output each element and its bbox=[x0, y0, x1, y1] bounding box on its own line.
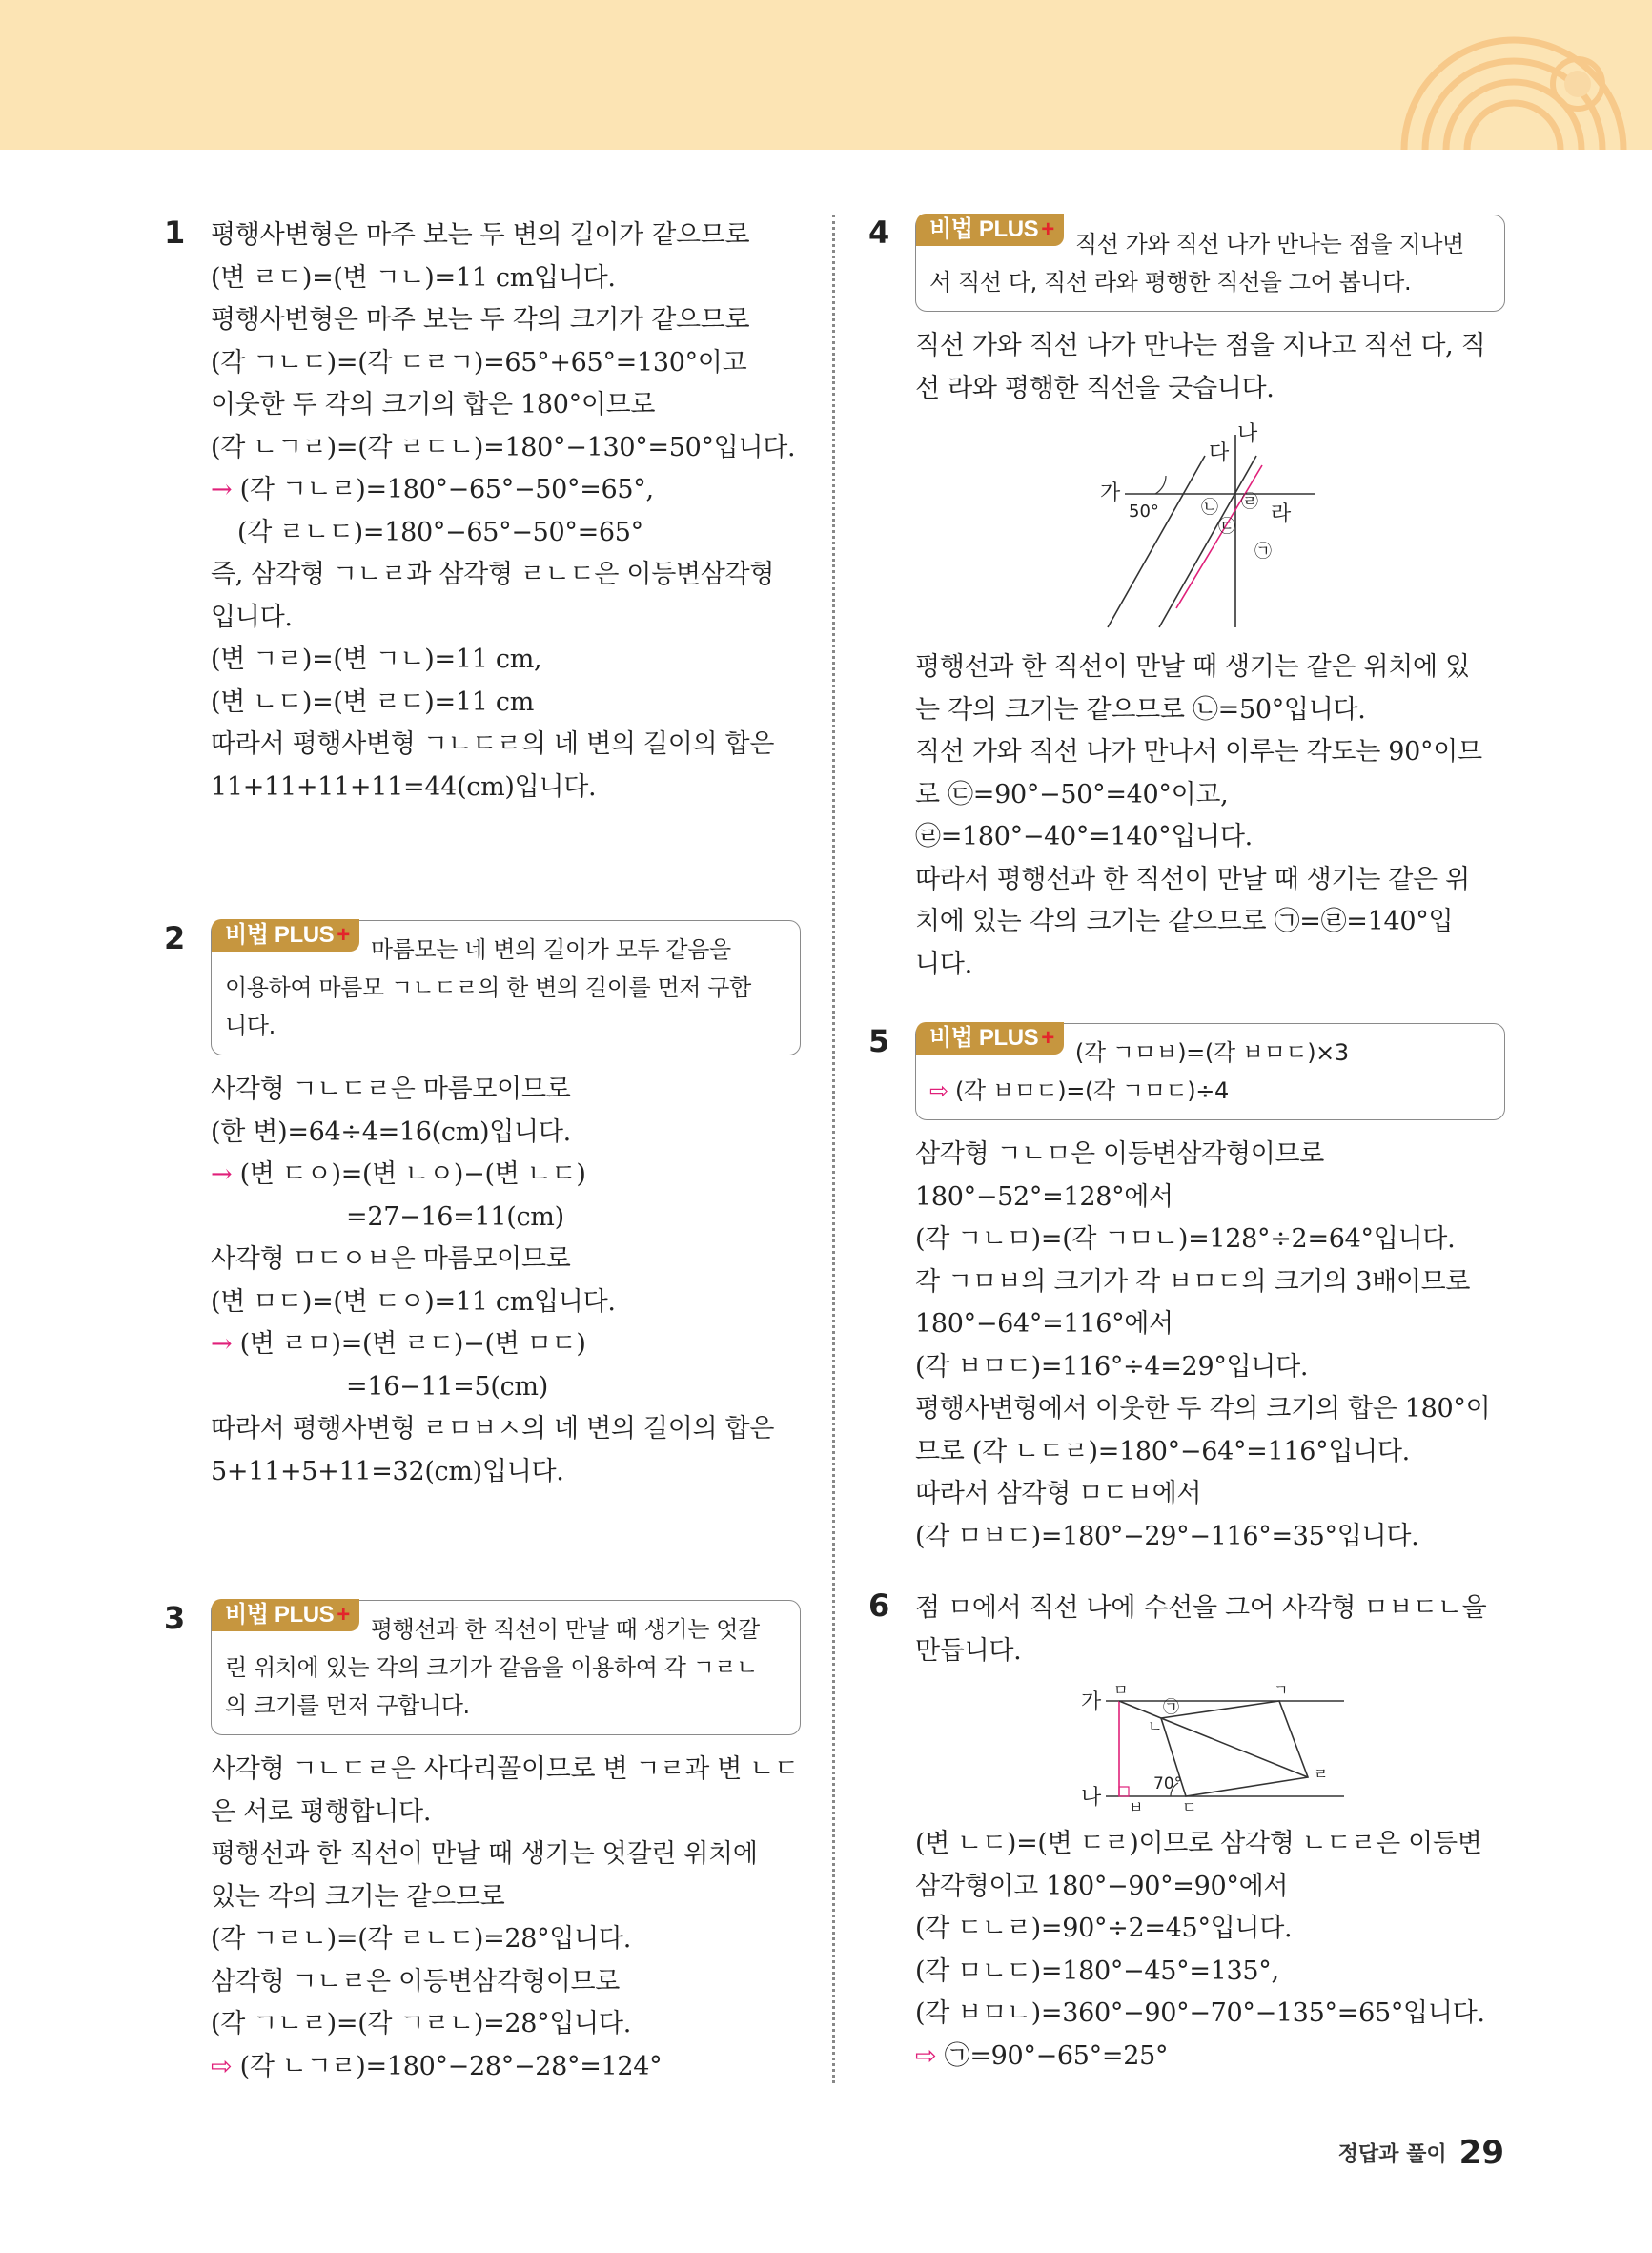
line-label-na: 나 bbox=[1236, 422, 1257, 446]
angle-label: 70° bbox=[1152, 1774, 1182, 1793]
text-line: 사각형 ㄱㄴㄷㄹ은 마름모이므로 bbox=[211, 1075, 571, 1104]
text-line: (변 ㄴㄷ)=(변 ㄷㄹ)이므로 삼각형 ㄴㄷㄹ은 이등변 bbox=[915, 1829, 1482, 1858]
page-number: 29 bbox=[1458, 2134, 1504, 2172]
text-line: ⇨ ㉠=90°−65°=25° bbox=[915, 2040, 1169, 2071]
text-line: (각 ㅂㅁㄴ)=360°−90°−70°−135°=65°입니다. bbox=[915, 1998, 1485, 2028]
text-line: 따라서 평행사변형 ㄱㄴㄷㄹ의 네 변의 길이의 합은 bbox=[211, 729, 775, 759]
text-line: =16−11=5(cm) bbox=[346, 1371, 548, 1402]
text-line: 는 각의 크기는 같으므로 ㉡=50°입니다. bbox=[915, 694, 1366, 725]
text-line: (각 ㄷㄴㄹ)=90°÷2=45°입니다. bbox=[915, 1914, 1293, 1943]
text-line: → (변 ㄷㅇ)=(변 ㄴㅇ)−(변 ㄴㄷ) bbox=[211, 1159, 586, 1189]
text-line: ㉣=180°−40°=140°입니다. bbox=[915, 822, 1253, 851]
angle-mark-3: ㉢ bbox=[1217, 517, 1235, 537]
text-line: (각 ㅁㅂㄷ)=180°−29°−116°=35°입니다. bbox=[915, 1521, 1419, 1551]
text-line: 선 라와 평행한 직선을 긋습니다. bbox=[915, 373, 1275, 403]
text-line: 5+11+5+11=32(cm)입니다. bbox=[211, 1456, 564, 1486]
point-label-b: ㅂ bbox=[1128, 1798, 1143, 1813]
text-line: 직선 가와 직선 나가 만나서 이루는 각도는 90°이므 bbox=[915, 737, 1482, 767]
text-line: (각 ㅂㅁㄷ)=116°÷4=29°입니다. bbox=[915, 1351, 1309, 1382]
problem-5-body bbox=[915, 1023, 1505, 1558]
text-line: 직선 가와 직선 나가 만나는 점을 지나고 직선 다, 직 bbox=[915, 331, 1486, 360]
angle-label: 50° bbox=[1128, 502, 1159, 522]
problem-4-body bbox=[915, 215, 1505, 986]
text-line: 점 ㅁ에서 직선 나에 수선을 그어 사각형 ㅁㅂㄷㄴ을 bbox=[915, 1593, 1487, 1623]
text-line: 로 ㉢=90°−50°=40°이고, bbox=[915, 779, 1229, 809]
problem-number: 4 bbox=[868, 215, 890, 251]
text-line: (변 ㄴㄷ)=(변 ㄹㄷ)=11 cm bbox=[211, 686, 535, 717]
parallelogram-figure bbox=[1068, 1680, 1354, 1813]
tip-badge: 비법 PLUS + bbox=[212, 919, 359, 952]
point-label-g: ㄱ bbox=[1273, 1681, 1288, 1699]
arrow-icon: → bbox=[211, 1159, 233, 1189]
text-line: 즉, 삼각형 ㄱㄴㄹ과 삼각형 ㄹㄴㄷ은 이등변삼각형 bbox=[211, 560, 775, 589]
footer-label: 정답과 풀이 bbox=[1337, 2142, 1447, 2167]
line-label-da: 다 bbox=[1208, 441, 1229, 465]
text-line: 사각형 ㄱㄴㄷㄹ은 사다리꼴이므로 변 ㄱㄹ과 변 ㄴㄷ bbox=[211, 1754, 799, 1784]
text-line: 치에 있는 각의 크기는 같으므로 ㉠=㉣=140°입 bbox=[915, 907, 1454, 936]
tip-badge: 비법 PLUS + bbox=[212, 1599, 359, 1631]
angle-mark: ㉠ bbox=[1162, 1698, 1179, 1717]
text-line: (한 변)=64÷4=16(cm)입니다. bbox=[211, 1116, 571, 1147]
tip-box: 비법 PLUS +마름모는 네 변의 길이가 모두 같음을 이용하여 마름모 ㄱㄴㄷㄹ의 한 변의 길이를 먼저 구합 니다. bbox=[211, 920, 801, 1055]
text-line: 사각형 ㅁㄷㅇㅂ은 마름모이므로 bbox=[211, 1244, 571, 1274]
text-line: (변 ㄹㄷ)=(변 ㄱㄴ)=11 cm입니다. bbox=[211, 262, 616, 293]
hollow-arrow-icon: ⇨ bbox=[929, 1077, 948, 1104]
hollow-arrow-icon: ⇨ bbox=[211, 2051, 233, 2081]
text-line: 있는 각의 크기는 같으므로 bbox=[211, 1881, 505, 1912]
text-line: 이웃한 두 각의 크기의 합은 180°이므로 bbox=[211, 390, 656, 420]
text-line: 따라서 평행사변형 ㄹㅁㅂㅅ의 네 변의 길이의 합은 bbox=[211, 1414, 775, 1444]
text-line: 180°−52°=128°에서 bbox=[915, 1181, 1173, 1212]
line-label-ra: 라 bbox=[1270, 502, 1291, 526]
tip-box: 비법 PLUS +직선 가와 직선 나가 만나는 점을 지나면 서 직선 다, 직선 라와 평행한 직선을 그어 봅니다. bbox=[915, 215, 1505, 312]
arrow-icon: → bbox=[211, 475, 233, 504]
text-line: (각 ㄱㄴㄷ)=(각 ㄷㄹㄱ)=65°+65°=130°이고 bbox=[211, 347, 747, 378]
problem-3-body bbox=[211, 1600, 801, 2088]
line-label-na: 나 bbox=[1080, 1786, 1101, 1810]
text-line: 평행사변형에서 이웃한 두 각의 크기의 합은 180°이 bbox=[915, 1394, 1491, 1423]
text-line: 평행선과 한 직선이 만날 때 생기는 같은 위치에 있 bbox=[915, 652, 1470, 682]
point-label-m: ㅁ bbox=[1112, 1681, 1128, 1699]
text-line: 입니다. bbox=[211, 602, 293, 632]
line-label-ga: 가 bbox=[1080, 1690, 1101, 1714]
tip-badge: 비법 PLUS + bbox=[916, 1022, 1064, 1055]
tip-badge: 비법 PLUS + bbox=[916, 214, 1064, 246]
text-line: 평행사변형은 마주 보는 두 변의 길이가 같으므로 bbox=[211, 220, 750, 250]
text-line: 평행사변형은 마주 보는 두 각의 크기가 같으므로 bbox=[211, 305, 750, 335]
header-swirl-decoration bbox=[1366, 0, 1652, 150]
problem-number: 2 bbox=[164, 920, 186, 956]
text-line: (각 ㄱㄹㄴ)=(각 ㄹㄴㄷ)=28°입니다. bbox=[211, 1924, 631, 1954]
text-line: ⇨ (각 ㄴㄱㄹ)=180°−28°−28°=124° bbox=[211, 2051, 663, 2081]
text-line: 삼각형이고 180°−90°=90°에서 bbox=[915, 1871, 1289, 1901]
text-line: 180°−64°=116°에서 bbox=[915, 1309, 1173, 1339]
text-line: (각 ㄱㄴㅁ)=(각 ㄱㅁㄴ)=128°÷2=64°입니다. bbox=[915, 1224, 1456, 1254]
text-line: 삼각형 ㄱㄴㅁ은 이등변삼각형이므로 bbox=[915, 1139, 1325, 1169]
point-label-d: ㄷ bbox=[1181, 1798, 1196, 1813]
problem-number: 1 bbox=[164, 215, 186, 251]
text-line: 므로 (각 ㄴㄷㄹ)=180°−64°=116°입니다. bbox=[915, 1436, 1410, 1466]
text-line: =27−16=11(cm) bbox=[346, 1201, 564, 1232]
arrow-icon: → bbox=[211, 1329, 233, 1359]
text-line: 따라서 평행선과 한 직선이 만날 때 생기는 같은 위 bbox=[915, 864, 1470, 894]
column-divider bbox=[832, 215, 835, 2083]
problem-number: 6 bbox=[868, 1587, 890, 1624]
text-line: 11+11+11+11=44(cm)입니다. bbox=[211, 771, 597, 802]
lines-figure bbox=[1087, 418, 1335, 637]
hollow-arrow-icon: ⇨ bbox=[915, 2040, 937, 2071]
page-footer bbox=[1338, 2134, 1504, 2172]
line-label-ga: 가 bbox=[1099, 481, 1120, 505]
text-line: 평행선과 한 직선이 만날 때 생기는 엇갈린 위치에 bbox=[211, 1839, 758, 1869]
point-label-r: ㄹ bbox=[1313, 1765, 1328, 1783]
text-line: (변 ㅁㄷ)=(변 ㄷㅇ)=11 cm입니다. bbox=[211, 1286, 616, 1317]
problem-1-body bbox=[211, 215, 801, 809]
text-line: 각 ㄱㅁㅂ의 크기가 각 ㅂㅁㄷ의 크기의 3배이므로 bbox=[915, 1266, 1471, 1297]
text-line: 따라서 삼각형 ㅁㄷㅂ에서 bbox=[915, 1479, 1202, 1508]
text-line: 은 서로 평행합니다. bbox=[211, 1796, 432, 1827]
problem-2-body bbox=[211, 920, 801, 1493]
angle-mark-2: ㉡ bbox=[1200, 498, 1218, 518]
text-line: → (변 ㄹㅁ)=(변 ㄹㄷ)−(변 ㅁㄷ) bbox=[211, 1329, 586, 1359]
text-line: 니다. bbox=[915, 949, 972, 979]
text-line: 삼각형 ㄱㄴㄹ은 이등변삼각형이므로 bbox=[211, 1966, 621, 1997]
point-label-n: ㄴ bbox=[1147, 1717, 1162, 1735]
text-line: (각 ㄴㄱㄹ)=(각 ㄹㄷㄴ)=180°−130°=50°입니다. bbox=[211, 432, 796, 462]
text-line: 만듭니다. bbox=[915, 1635, 1022, 1666]
problem-number: 3 bbox=[164, 1600, 186, 1636]
text-line: (각 ㅁㄴㄷ)=180°−45°=135°, bbox=[915, 1956, 1279, 1986]
problem-6-body bbox=[915, 1587, 1505, 2078]
angle-mark-4: ㉣ bbox=[1240, 492, 1258, 512]
tip-box: 비법 PLUS +평행선과 한 직선이 만날 때 생기는 엇갈 린 위치에 있는 각의 크기가 같음을 이용하여 각 ㄱㄹㄴ 의 크기를 먼저 구합니다. bbox=[211, 1600, 801, 1735]
tip-box: 비법 PLUS +(각 ㄱㅁㅂ)=(각 ㅂㅁㄷ)×3 ⇨ (각 ㅂㅁㄷ)=(각 ㄱㅁㄷ)÷4 bbox=[915, 1023, 1505, 1120]
text-line: (각 ㄱㄴㄹ)=(각 ㄱㄹㄴ)=28°입니다. bbox=[211, 2009, 631, 2038]
text-line: (변 ㄱㄹ)=(변 ㄱㄴ)=11 cm, bbox=[211, 645, 542, 674]
text-line: → (각 ㄱㄴㄹ)=180°−65°−50°=65°, bbox=[211, 475, 654, 504]
problem-number: 5 bbox=[868, 1023, 890, 1059]
angle-mark-1: ㉠ bbox=[1254, 542, 1272, 562]
text-line: (각 ㄹㄴㄷ)=180°−65°−50°=65° bbox=[237, 517, 643, 547]
